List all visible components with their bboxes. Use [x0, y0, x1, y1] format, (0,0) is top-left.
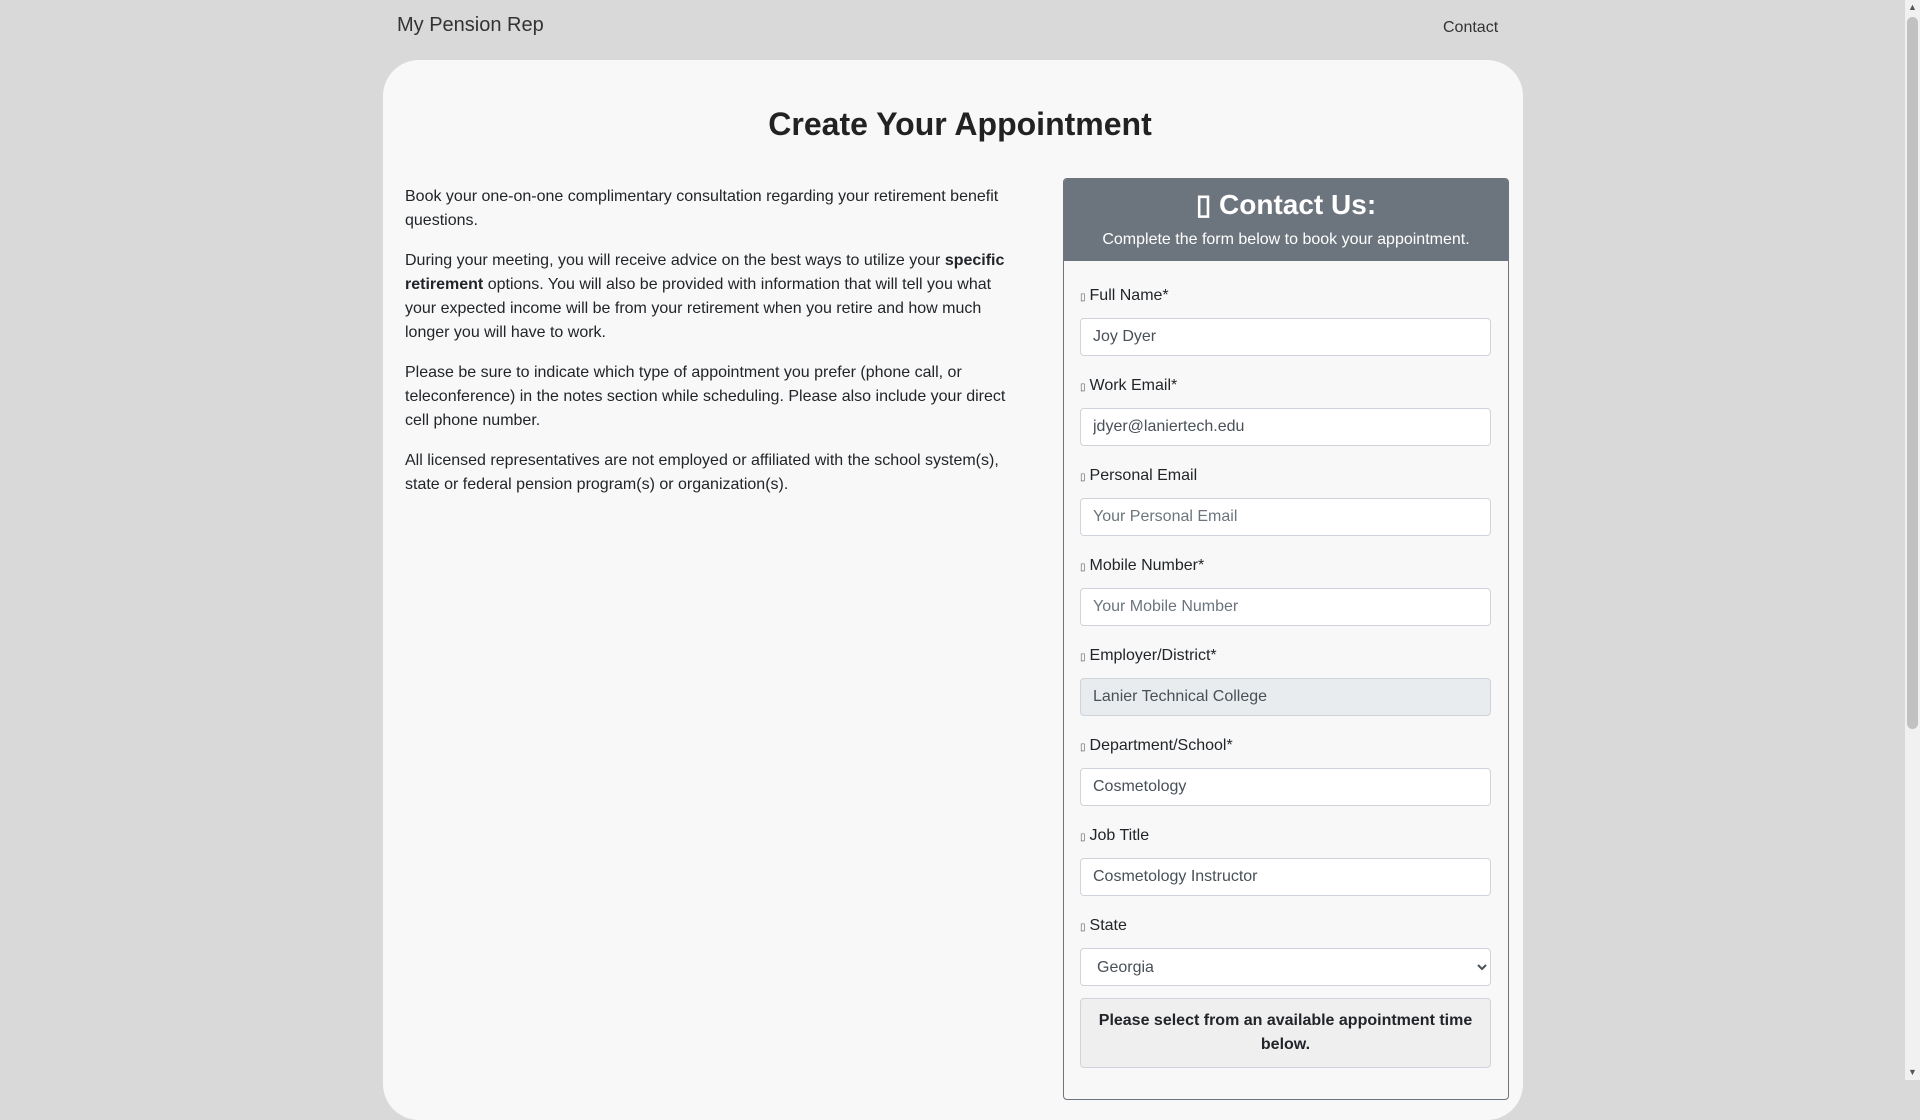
appointment-notice: Please select from an available appointment time below.	[1080, 998, 1491, 1068]
full-name-group	[1080, 285, 1491, 356]
scroll-thumb[interactable]	[1907, 17, 1918, 729]
job-title-input[interactable]	[1080, 858, 1491, 896]
intro-paragraph-4: All licensed representatives are not employed or affiliated with the school system(s), state or federal pension program(s) or organization(s).	[405, 452, 999, 493]
page-title: Create Your Appointment	[768, 106, 1152, 142]
intro-p2-bold: specific retirement	[405, 252, 1005, 293]
contact-subtitle: Complete the form below to book your appointment.	[1102, 231, 1470, 248]
briefcase-icon: ▯	[1080, 832, 1086, 843]
mobile-number-label	[1080, 555, 1491, 577]
page-scrollbar[interactable]	[1905, 0, 1920, 1080]
intro-paragraph-1: Book your one-on-one complimentary consultation regarding your retirement benefit questions.	[405, 188, 999, 229]
personal-email-label	[1080, 465, 1491, 487]
state-group	[1080, 915, 1491, 986]
employer-group	[1080, 645, 1491, 716]
contact-header	[1064, 179, 1508, 261]
department-label-text: Department/School*	[1089, 737, 1233, 754]
employer-label	[1080, 645, 1491, 667]
mobile-number-label-text: Mobile Number*	[1089, 557, 1205, 574]
state-select[interactable]	[1080, 948, 1491, 986]
work-email-label-text: Work Email*	[1089, 377, 1178, 394]
full-name-label-text: Full Name*	[1089, 287, 1169, 304]
work-email-input[interactable]	[1080, 408, 1491, 446]
personal-email-label-text: Personal Email	[1089, 467, 1198, 484]
user-icon: ▯	[1080, 292, 1086, 303]
intro-paragraph-3: Please be sure to indicate which type of appointment you prefer (phone call, or teleconference) in the notes section while scheduling. Please also include your direct cell phone number.	[405, 364, 1006, 429]
work-email-group	[1080, 375, 1491, 446]
employer-input[interactable]	[1080, 678, 1491, 716]
map-marker-icon: ▯	[1080, 922, 1086, 933]
building-icon: ▯	[1080, 652, 1086, 663]
contact-title	[1064, 179, 1508, 222]
intro-p2-start: During your meeting, you will receive advice on the best ways to utilize your	[405, 252, 945, 269]
personal-email-input[interactable]	[1080, 498, 1491, 536]
employer-label-text: Employer/District*	[1089, 647, 1217, 664]
intro-text	[405, 185, 1015, 513]
envelope-icon: ▯	[1080, 382, 1086, 393]
department-label	[1080, 735, 1491, 757]
state-label	[1080, 915, 1491, 937]
intro-paragraph-2	[405, 249, 1015, 345]
job-title-label	[1080, 825, 1491, 847]
full-name-label	[1080, 285, 1491, 307]
envelope-icon: ▯	[1195, 189, 1212, 220]
scroll-up-arrow-icon[interactable]: ▲	[1908, 2, 1917, 12]
full-name-input[interactable]	[1080, 318, 1491, 356]
department-group	[1080, 735, 1491, 806]
work-email-label	[1080, 375, 1491, 397]
state-label-text: State	[1089, 917, 1127, 934]
department-input[interactable]	[1080, 768, 1491, 806]
intro-p2-end: options. You will also be provided with information that will tell you what your expected income will be from your retirement when you retire and how much longer you will have to work.	[405, 276, 992, 341]
contact-title-text: Contact Us:	[1219, 189, 1377, 220]
job-title-group	[1080, 825, 1491, 896]
scroll-down-arrow-icon[interactable]: ▼	[1908, 1067, 1917, 1077]
mobile-number-group	[1080, 555, 1491, 626]
school-icon: ▯	[1080, 742, 1086, 753]
contact-form-card	[1063, 178, 1509, 1100]
navbar	[0, 0, 1905, 60]
personal-email-group	[1080, 465, 1491, 536]
phone-icon: ▯	[1080, 562, 1086, 573]
nav-contact-link[interactable]: Contact	[1443, 19, 1499, 36]
brand-link[interactable]: My Pension Rep	[397, 14, 544, 36]
mobile-number-input[interactable]	[1080, 588, 1491, 626]
envelope-icon: ▯	[1080, 472, 1086, 483]
job-title-label-text: Job Title	[1089, 827, 1150, 844]
